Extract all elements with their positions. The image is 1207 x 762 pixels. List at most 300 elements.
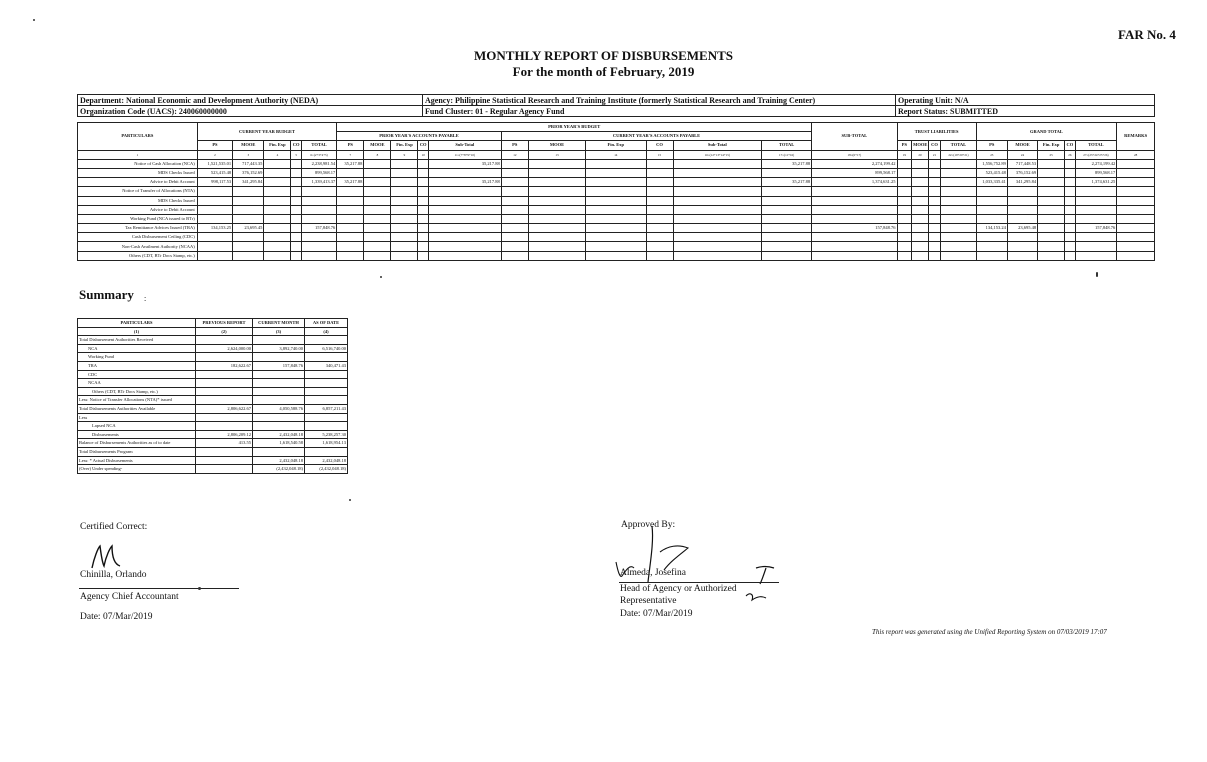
row-value	[418, 159, 428, 168]
row-value	[928, 196, 940, 205]
row-value	[391, 205, 418, 214]
row-value: 35,217.88	[762, 159, 812, 168]
row-label: Tax Remittance Advices Issued (TRA)	[78, 224, 198, 233]
row-value	[1075, 205, 1117, 214]
row-value	[1038, 251, 1065, 260]
row-value	[762, 224, 812, 233]
header-grand-total: GRAND TOTAL	[976, 123, 1117, 141]
row-value	[197, 196, 232, 205]
row-value	[1007, 214, 1037, 223]
row-value	[897, 242, 912, 251]
row-value	[1117, 196, 1155, 205]
row-value: 23,695.45	[233, 224, 264, 233]
row-value	[586, 214, 646, 223]
summary-row	[78, 422, 348, 431]
summary-row-label: Balance of Disbursements Authorities as of to date	[78, 439, 196, 448]
header-current-ap: CURRENT YEAR'S ACCOUNTS PAYABLE	[501, 132, 811, 141]
summary-row-value	[305, 336, 348, 345]
row-value	[301, 214, 336, 223]
row-value	[1117, 233, 1155, 242]
summary-row	[78, 379, 348, 388]
row-value	[364, 178, 391, 187]
row-value	[197, 205, 232, 214]
row-value	[812, 242, 897, 251]
summary-row-value: 340,471.43	[305, 361, 348, 370]
summary-row-value: 2,624,000.00	[196, 344, 253, 353]
row-value	[586, 187, 646, 196]
summary-row-value: (2,432,048.18)	[253, 465, 305, 474]
row-value: 157,848.76	[1075, 224, 1117, 233]
row-value: 899,568.17	[812, 168, 897, 177]
row-value	[673, 178, 762, 187]
summary-row-value: 2,432,048.18	[253, 430, 305, 439]
summary-row-label: CDC	[78, 370, 196, 379]
summary-row-value	[305, 379, 348, 388]
summary-row	[78, 353, 348, 362]
row-value	[428, 196, 501, 205]
row-value	[1117, 159, 1155, 168]
row-value: 2,274,199.42	[812, 159, 897, 168]
row-value	[1117, 251, 1155, 260]
row-value: 35,217.88	[428, 159, 501, 168]
row-label: MDS Checks Issued	[78, 196, 198, 205]
row-value	[428, 224, 501, 233]
report-title: MONTHLY REPORT OF DISBURSEMENTS	[474, 48, 733, 63]
row-value	[418, 178, 428, 187]
row-value	[762, 214, 812, 223]
row-value	[418, 214, 428, 223]
summary-row-value: 2,432,048.18	[305, 456, 348, 465]
row-value	[337, 187, 364, 196]
col-total: TOTAL	[762, 141, 812, 150]
row-value	[646, 196, 673, 205]
col-finex: Fin. Exp	[391, 141, 418, 150]
summary-row-value	[305, 447, 348, 456]
summary-row-label: Others (CDT, BTr Docs Stamp, etc.)	[78, 387, 196, 396]
row-value	[364, 187, 391, 196]
row-value	[586, 196, 646, 205]
row-value	[673, 233, 762, 242]
row-value	[762, 196, 812, 205]
summary-row-value	[196, 456, 253, 465]
summary-row-value	[196, 396, 253, 405]
row-value	[501, 187, 528, 196]
row-value	[928, 159, 940, 168]
row-value	[897, 187, 912, 196]
row-value: 341,295.84	[233, 178, 264, 187]
report-subtitle: For the month of February, 2019	[512, 64, 695, 79]
row-value	[501, 196, 528, 205]
row-value	[337, 168, 364, 177]
summary-row-value	[305, 353, 348, 362]
row-value	[897, 159, 912, 168]
row-value: 1,556,752.89	[976, 159, 1007, 168]
row-value	[301, 242, 336, 251]
row-value	[428, 168, 501, 177]
row-value	[1117, 224, 1155, 233]
row-value	[1065, 242, 1075, 251]
col-mooe: MOOE	[1007, 141, 1037, 150]
summary-row	[78, 413, 348, 422]
row-value	[528, 242, 585, 251]
row-value	[528, 224, 585, 233]
row-value	[264, 159, 291, 168]
row-value	[646, 187, 673, 196]
row-value	[501, 242, 528, 251]
row-value	[928, 214, 940, 223]
row-value	[418, 196, 428, 205]
summary-row-value	[253, 379, 305, 388]
row-value	[1038, 233, 1065, 242]
row-value: 523,415.48	[197, 168, 232, 177]
row-value	[418, 251, 428, 260]
row-value	[337, 205, 364, 214]
header-subtotal: SUB-TOTAL	[812, 123, 897, 151]
summary-row-value	[305, 396, 348, 405]
row-value	[391, 242, 418, 251]
row-value	[418, 205, 428, 214]
row-label: Advice to Debit Account	[78, 205, 198, 214]
operating-unit-cell: Operating Unit: N/A	[896, 95, 1155, 106]
row-value	[301, 251, 336, 260]
col-total: TOTAL	[941, 141, 976, 150]
summary-col-number: (3)	[253, 327, 305, 336]
row-value	[941, 159, 976, 168]
summary-row-value: 1,618,540.58	[253, 439, 305, 448]
row-value	[264, 242, 291, 251]
row-value	[301, 205, 336, 214]
scan-speck	[380, 276, 382, 278]
row-value	[528, 178, 585, 187]
summary-row-label: Less	[78, 413, 196, 422]
summary-row	[78, 456, 348, 465]
row-value	[976, 187, 1007, 196]
row-label: Notice of Transfer of Allocations (NTA)	[78, 187, 198, 196]
row-value	[897, 251, 912, 260]
row-value	[233, 214, 264, 223]
row-value	[762, 205, 812, 214]
row-value	[501, 233, 528, 242]
summary-row-value: 157,848.76	[253, 361, 305, 370]
row-value	[291, 187, 301, 196]
row-value	[1075, 251, 1117, 260]
report-status-cell: Report Status: SUBMITTED	[896, 106, 1155, 117]
row-value: 1,374,631.25	[1075, 178, 1117, 187]
row-value	[1038, 159, 1065, 168]
row-value	[646, 168, 673, 177]
summary-row-label: Total Disbursements Program	[78, 447, 196, 456]
row-value	[264, 196, 291, 205]
row-value	[673, 196, 762, 205]
row-value	[501, 214, 528, 223]
row-label: Non-Cash Availment Authority (NCAA)	[78, 242, 198, 251]
row-value	[1075, 214, 1117, 223]
row-value	[528, 187, 585, 196]
row-value	[264, 178, 291, 187]
row-value	[428, 205, 501, 214]
disbursement-table: PARTICULARS CURRENT YEAR BUDGET PRIOR YEAR'S BUDGET SUB-TOTAL TRUST LIABILITIES GRAND TOTAL REMARKS PRIOR YEAR'S ACCOUNTS PAYABLE CURRENT YEAR'S ACCOUNTS PAYABLE PS MOOE Fin. Exp CO TOTAL PS MOOE Fin. Exp CO Sub-Total PS MOOE Fin. Exp CO Sub-Total TOTAL PS MOOE CO TOTAL PS MOOE Fin. Exp CO TOTAL 1 2 3 4 5 6=(2+3+4+5) 7 8 9 10 11=(7+8+9+10) 12 13 14 15 16=(12+13+14+15) 17=(11+16) 18=(6+17) 19 20 21 22=(19+20+21) 23 24 25 26 27=(23+24+25+26) 28 Notice of Cash Allocation (NCA) 1,521,535.01 717,443.35 2,238,981.54 35,217.88 35,217.88 35,217.88 2,274,199.42 1,556,752.89 717,448.53 2,274,199.42 MDS Checks Issued 523,415.48 376,152.69 899,568.17 899,568.17 523,415.48 376,152.69 899,568.17 Advice to Debit Account 998,117.53 341,295.84 1,339,413.37 35,217.88 35,217.88 35,217.88 1,374,631.25 1,033,335.41 341,295.84 1,374,631.25 Notice of Transfer of Allocations (NTA) MDS Checks Issued Advice to Debit Account Working Fund (NCA issued to BTr) Tax Remittance Advices Issued (TRA) 134,153.25 23,695.45 157,848.76 157,848.76 134,153.24 23,695.48 157,848.76 Cash Disbursement Ceiling (CDC) Non-Cash Availment Authority (NCAA) Others (CDT, BTr Docs Stamp, etc.)	[77, 122, 1155, 261]
row-value	[673, 205, 762, 214]
row-value	[812, 205, 897, 214]
row-label: Working Fund (NCA issued to BTr)	[78, 214, 198, 223]
row-value	[812, 196, 897, 205]
row-value	[1038, 214, 1065, 223]
row-value: 35,217.88	[428, 178, 501, 187]
row-value	[673, 168, 762, 177]
row-value	[364, 233, 391, 242]
row-value	[1117, 168, 1155, 177]
row-value	[646, 242, 673, 251]
summary-row-value	[253, 353, 305, 362]
row-value	[418, 168, 428, 177]
row-value	[912, 224, 929, 233]
row-value	[586, 224, 646, 233]
row-value	[301, 187, 336, 196]
summary-row-value	[196, 465, 253, 474]
header-current-year-budget: CURRENT YEAR BUDGET	[197, 123, 337, 141]
row-value	[291, 224, 301, 233]
summary-row-label: (Over) Under spending-	[78, 465, 196, 474]
summary-row-label: Lapsed NCA	[78, 422, 196, 431]
certified-label: Certified Correct:	[80, 522, 148, 532]
row-value	[1038, 187, 1065, 196]
row-value: 899,568.17	[301, 168, 336, 177]
row-value	[646, 251, 673, 260]
row-value	[941, 233, 976, 242]
row-value: 157,848.76	[812, 224, 897, 233]
row-value	[1065, 196, 1075, 205]
summary-row-value: 182,622.67	[196, 361, 253, 370]
row-value	[501, 251, 528, 260]
department-cell: Department: National Economic and Development Authority (NEDA)	[78, 95, 423, 106]
row-value	[673, 251, 762, 260]
row-value	[1075, 187, 1117, 196]
row-value	[364, 214, 391, 223]
row-value	[912, 168, 929, 177]
summary-row-label: Total Disbursement Authorities Received	[78, 336, 196, 345]
certified-signature-line	[79, 588, 239, 589]
row-value	[364, 251, 391, 260]
report-row	[78, 168, 1155, 177]
row-value	[928, 187, 940, 196]
row-value	[928, 242, 940, 251]
row-value	[1007, 187, 1037, 196]
summary-header-current: CURRENT MONTH	[253, 319, 305, 328]
row-value	[391, 168, 418, 177]
row-value	[391, 251, 418, 260]
row-value	[418, 224, 428, 233]
summary-row-label: Total Disbursements Authorities Available	[78, 404, 196, 413]
row-value	[233, 196, 264, 205]
report-header-table	[77, 94, 1155, 117]
col-mooe: MOOE	[528, 141, 585, 150]
row-value	[1038, 178, 1065, 187]
colon-mark: :	[144, 294, 147, 303]
report-row	[78, 205, 1155, 214]
row-value	[762, 168, 812, 177]
summary-col-number: (2)	[196, 327, 253, 336]
row-value: 1,033,335.41	[976, 178, 1007, 187]
row-value	[337, 196, 364, 205]
row-value	[501, 159, 528, 168]
certified-date: Date: 07/Mar/2019	[80, 612, 153, 622]
col-co: CO	[646, 141, 673, 150]
row-value	[233, 233, 264, 242]
header-particulars: PARTICULARS	[78, 123, 198, 151]
row-value: 717,443.35	[233, 159, 264, 168]
row-value	[528, 159, 585, 168]
row-value	[528, 168, 585, 177]
row-value	[391, 214, 418, 223]
row-value	[762, 251, 812, 260]
summary-row-label: Less: * Actual Disbursements	[78, 456, 196, 465]
summary-row-value	[196, 353, 253, 362]
col-ps: PS	[197, 141, 232, 150]
summary-row-value	[253, 396, 305, 405]
row-value	[391, 196, 418, 205]
scan-speck	[1096, 272, 1098, 277]
row-value: 35,217.88	[337, 178, 364, 187]
report-row	[78, 224, 1155, 233]
summary-row-value	[196, 413, 253, 422]
row-value	[1065, 205, 1075, 214]
summary-row-value: 6,516,740.00	[305, 344, 348, 353]
row-value	[337, 251, 364, 260]
col-finex: Fin. Exp	[1038, 141, 1065, 150]
summary-row-value	[305, 387, 348, 396]
report-row	[78, 187, 1155, 196]
row-value	[586, 242, 646, 251]
row-label: MDS Checks Issued	[78, 168, 198, 177]
row-value	[941, 187, 976, 196]
report-row	[78, 178, 1155, 187]
summary-row	[78, 370, 348, 379]
row-value: 1,374,631.25	[812, 178, 897, 187]
row-value: 1,339,413.37	[301, 178, 336, 187]
summary-row-value: 6,857,211.43	[305, 404, 348, 413]
summary-row-value: (2,432,048.18)	[305, 465, 348, 474]
row-value	[941, 196, 976, 205]
row-value	[197, 233, 232, 242]
row-value	[646, 159, 673, 168]
row-value	[586, 233, 646, 242]
row-value	[391, 178, 418, 187]
row-value	[586, 168, 646, 177]
col-ps: PS	[976, 141, 1007, 150]
row-value	[291, 214, 301, 223]
row-value	[1007, 196, 1037, 205]
row-value	[291, 242, 301, 251]
summary-table	[77, 318, 348, 474]
row-value	[673, 214, 762, 223]
row-value	[1065, 187, 1075, 196]
col-finex: Fin. Exp	[586, 141, 646, 150]
summary-row-value	[253, 336, 305, 345]
row-value	[418, 187, 428, 196]
approved-date: Date: 07/Mar/2019	[620, 609, 693, 619]
row-value	[364, 159, 391, 168]
header-trust-liabilities: TRUST LIABILITIES	[897, 123, 976, 141]
summary-row-value	[196, 422, 253, 431]
row-value	[673, 159, 762, 168]
scan-speck	[349, 499, 351, 501]
row-value	[941, 178, 976, 187]
row-value	[291, 205, 301, 214]
report-row	[78, 214, 1155, 223]
col-ps: PS	[501, 141, 528, 150]
row-value	[976, 205, 1007, 214]
row-value	[1038, 224, 1065, 233]
report-row	[78, 251, 1155, 260]
row-value	[264, 233, 291, 242]
row-value	[912, 233, 929, 242]
summary-row-value: 1,618,954.13	[305, 439, 348, 448]
row-value: 35,217.88	[337, 159, 364, 168]
row-value	[928, 168, 940, 177]
row-value	[1075, 196, 1117, 205]
row-value	[528, 205, 585, 214]
row-value: 523,415.48	[976, 168, 1007, 177]
row-value	[264, 251, 291, 260]
summary-row-value: 5,238,257.30	[305, 430, 348, 439]
col-co: CO	[291, 141, 301, 150]
row-value	[941, 205, 976, 214]
summary-row-value	[253, 413, 305, 422]
row-value	[912, 159, 929, 168]
row-value	[428, 214, 501, 223]
row-value	[1065, 168, 1075, 177]
summary-col-number: (4)	[305, 327, 348, 336]
row-value	[912, 214, 929, 223]
row-value	[291, 251, 301, 260]
row-value	[418, 242, 428, 251]
row-value	[912, 196, 929, 205]
row-value	[673, 187, 762, 196]
row-value	[646, 233, 673, 242]
row-value: 157,848.76	[301, 224, 336, 233]
row-value	[264, 224, 291, 233]
row-value	[812, 214, 897, 223]
row-value	[428, 233, 501, 242]
row-value	[197, 187, 232, 196]
row-value	[337, 224, 364, 233]
col-mooe: MOOE	[233, 141, 264, 150]
summary-row-label: NCAA	[78, 379, 196, 388]
row-value: 998,117.53	[197, 178, 232, 187]
row-value	[364, 224, 391, 233]
row-value	[912, 187, 929, 196]
summary-header-previous: PREVIOUS REPORT	[196, 319, 253, 328]
header-remarks: REMARKS	[1117, 123, 1155, 151]
row-value	[897, 196, 912, 205]
row-value	[291, 233, 301, 242]
row-value	[1117, 178, 1155, 187]
summary-row-value	[196, 336, 253, 345]
row-value	[812, 187, 897, 196]
row-value	[501, 224, 528, 233]
summary-row-value	[196, 447, 253, 456]
report-row	[78, 196, 1155, 205]
row-value	[528, 251, 585, 260]
report-row	[78, 242, 1155, 251]
row-value: 134,153.25	[197, 224, 232, 233]
summary-row-label: Working Fund	[78, 353, 196, 362]
row-value: 2,274,199.42	[1075, 159, 1117, 168]
summary-row-label: NCA	[78, 344, 196, 353]
summary-row	[78, 336, 348, 345]
row-value	[976, 233, 1007, 242]
row-value	[897, 214, 912, 223]
